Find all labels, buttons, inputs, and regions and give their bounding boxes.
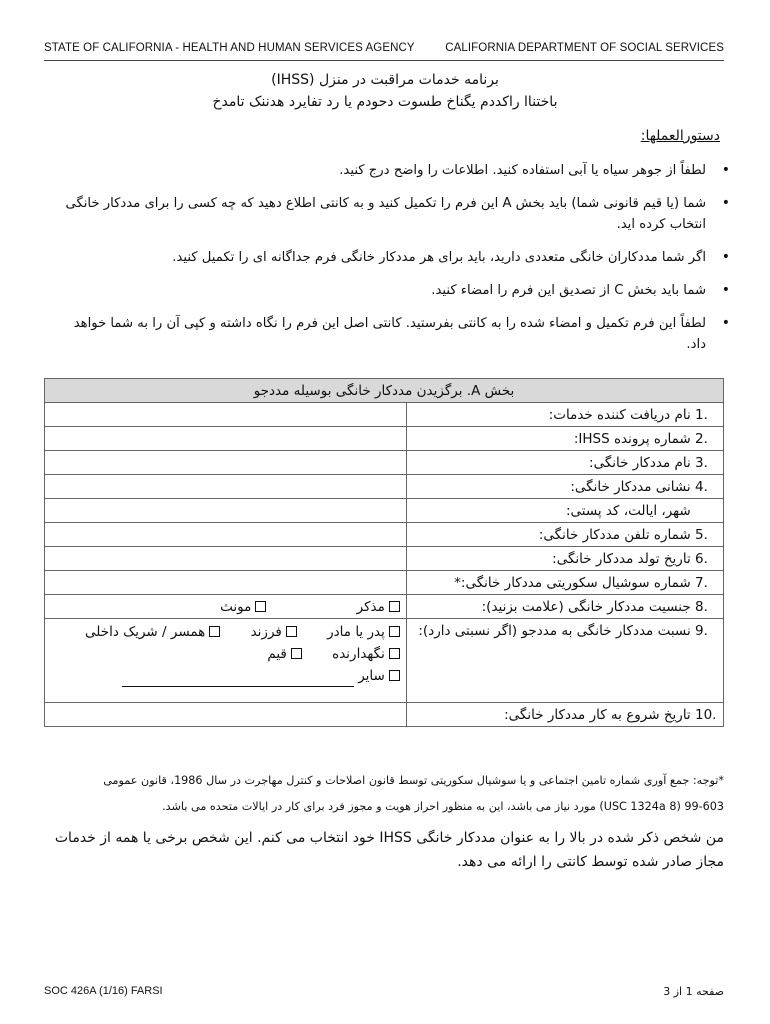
relationship-parent-option[interactable]: پدر یا مادر — [327, 624, 400, 640]
row-number: 9. — [695, 623, 708, 639]
row-number: 4. — [695, 478, 708, 495]
gender-female-option[interactable]: مونث — [220, 599, 266, 615]
section-a-table — [44, 378, 724, 727]
form-subtitle: باختناا راکددم یگناخ طسوت دحودم یا رد تفایرد هدننک تامدخ — [212, 94, 558, 110]
gender-options — [45, 595, 407, 619]
row-number: 10. — [695, 706, 717, 723]
provider-name-label: 3. نام مددکار خانگی: — [406, 451, 723, 475]
row-number: 2. — [695, 430, 708, 447]
header-rule — [44, 60, 724, 61]
provider-ssn-field[interactable] — [45, 571, 407, 595]
row-number: 8. — [695, 598, 708, 615]
department-header: CALIFORNIA DEPARTMENT OF SOCIAL SERVICES — [445, 42, 724, 54]
provider-dob-field[interactable] — [45, 547, 407, 571]
relationship-options — [45, 619, 407, 703]
relationship-conservator-option[interactable]: قیم — [267, 646, 302, 662]
spouse-checkbox[interactable] — [209, 626, 220, 637]
case-number-field[interactable] — [45, 427, 407, 451]
city-state-zip-field[interactable] — [45, 499, 407, 523]
section-a-heading: بخش A. برگزیدن مددکار خانگی بوسیله مددجو — [45, 379, 724, 403]
provider-phone-field[interactable] — [45, 523, 407, 547]
relationship-other-option[interactable]: سایر — [122, 668, 400, 684]
provider-phone-label: 5. شماره تلفن مددکار خانگی: — [406, 523, 723, 547]
instructions-heading: دستورالعملها: — [640, 128, 720, 144]
recipient-name-label: 1. نام دریافت کننده خدمات: — [406, 403, 723, 427]
provider-address-label: 4. نشانی مددکار خانگی: — [406, 475, 723, 499]
form-title: برنامه خدمات مراقبت در منزل (IHSS) — [271, 72, 499, 88]
instruction-item: • لطفاً این فرم تکمیل و امضاء شده را به کانتی بفرستید. کانتی اصل این فرم را نگاه داشته و کپی آن را به شما خواهد داد. — [60, 313, 734, 355]
city-state-zip-label: شهر، ایالت، کد پستی: — [406, 499, 723, 523]
page-number: صفحه 1 از 3 — [663, 985, 724, 998]
instruction-item: • شما (یا قیم قانونی شما) باید بخش A این فرم را تکمیل کنید و به کانتی اطلاع دهید که چه کسی را برای مددکار خانگی انتخاب کرده اید. — [60, 193, 734, 235]
row-number: 6. — [695, 550, 708, 567]
instruction-item: • شما باید بخش C از تصدیق این فرم را امضاء کنید. — [60, 280, 734, 301]
start-date-field[interactable] — [45, 703, 407, 727]
provider-name-field[interactable] — [45, 451, 407, 475]
ssn-note — [44, 768, 724, 820]
case-number-label: 2. شماره پرونده IHSS: — [406, 427, 723, 451]
start-date-label: 10. تاریخ شروع به کار مددکار خانگی: — [406, 703, 723, 727]
provider-gender-label: 8. جنسیت مددکار خانگی (علامت بزنید): — [406, 595, 723, 619]
parent-checkbox[interactable] — [389, 626, 400, 637]
row-number: 1. — [695, 406, 708, 423]
ssn-note-line-1: *توجه: جمع آوری شماره تامین اجتماعی و یا سوشیال سکوریتی توسط قانون اصلاحات و کنترل مهاجرت در سال 1986، قانون عمومی — [103, 774, 724, 787]
other-relationship-line[interactable] — [122, 673, 354, 687]
relationship-spouse-option[interactable]: همسر / شریک داخلی — [85, 624, 220, 640]
provider-dob-label: 6. تاریخ تولد مددکار خانگی: — [406, 547, 723, 571]
other-checkbox[interactable] — [389, 670, 400, 681]
row-number: 5. — [695, 526, 708, 543]
row-number: 7. — [695, 574, 708, 591]
recipient-name-field[interactable] — [45, 403, 407, 427]
female-checkbox[interactable] — [255, 601, 266, 612]
instruction-item: • اگر شما مددکاران خانگی متعددی دارید، باید برای هر مددکار خانگی فرم جداگانه ای را تکمیل کنید. — [60, 247, 734, 268]
gender-male-option[interactable]: مذکر — [357, 599, 400, 615]
child-checkbox[interactable] — [286, 626, 297, 637]
row-number: 3. — [695, 454, 708, 471]
ssn-note-line-2: 99-603 (8 USC 1324a) مورد نیاز می باشد، این به منظور احراز هویت و مجوز فرد برای کار در ایالات متحده می باشد. — [162, 800, 724, 813]
agency-header: STATE OF CALIFORNIA - HEALTH AND HUMAN SERVICES AGENCY — [44, 42, 415, 54]
relationship-label: 9. نسبت مددکار خانگی به مددجو (اگر نسبتی دارد): — [406, 619, 723, 703]
instructions-list — [60, 160, 734, 367]
male-checkbox[interactable] — [389, 601, 400, 612]
instruction-item: • لطفاً از جوهر سیاه یا آبی استفاده کنید. اطلاعات را واضح درج کنید. — [60, 160, 734, 181]
selection-declaration: من شخص ذکر شده در بالا را به عنوان مددکار خانگی IHSS خود انتخاب می کنم. این شخص برخی یا همه از خدمات مجاز صادر شده توسط کانتی را ارائه می دهد. — [54, 830, 724, 870]
provider-ssn-label: 7. شماره سوشیال سکوریتی مددکار خانگی:* — [406, 571, 723, 595]
provider-address-field[interactable] — [45, 475, 407, 499]
relationship-guardian-option[interactable]: نگهدارنده — [332, 646, 400, 662]
relationship-child-option[interactable]: فرزند — [251, 624, 297, 640]
form-id: SOC 426A (1/16) FARSI — [44, 985, 163, 997]
guardian-checkbox[interactable] — [389, 648, 400, 659]
conservator-checkbox[interactable] — [291, 648, 302, 659]
